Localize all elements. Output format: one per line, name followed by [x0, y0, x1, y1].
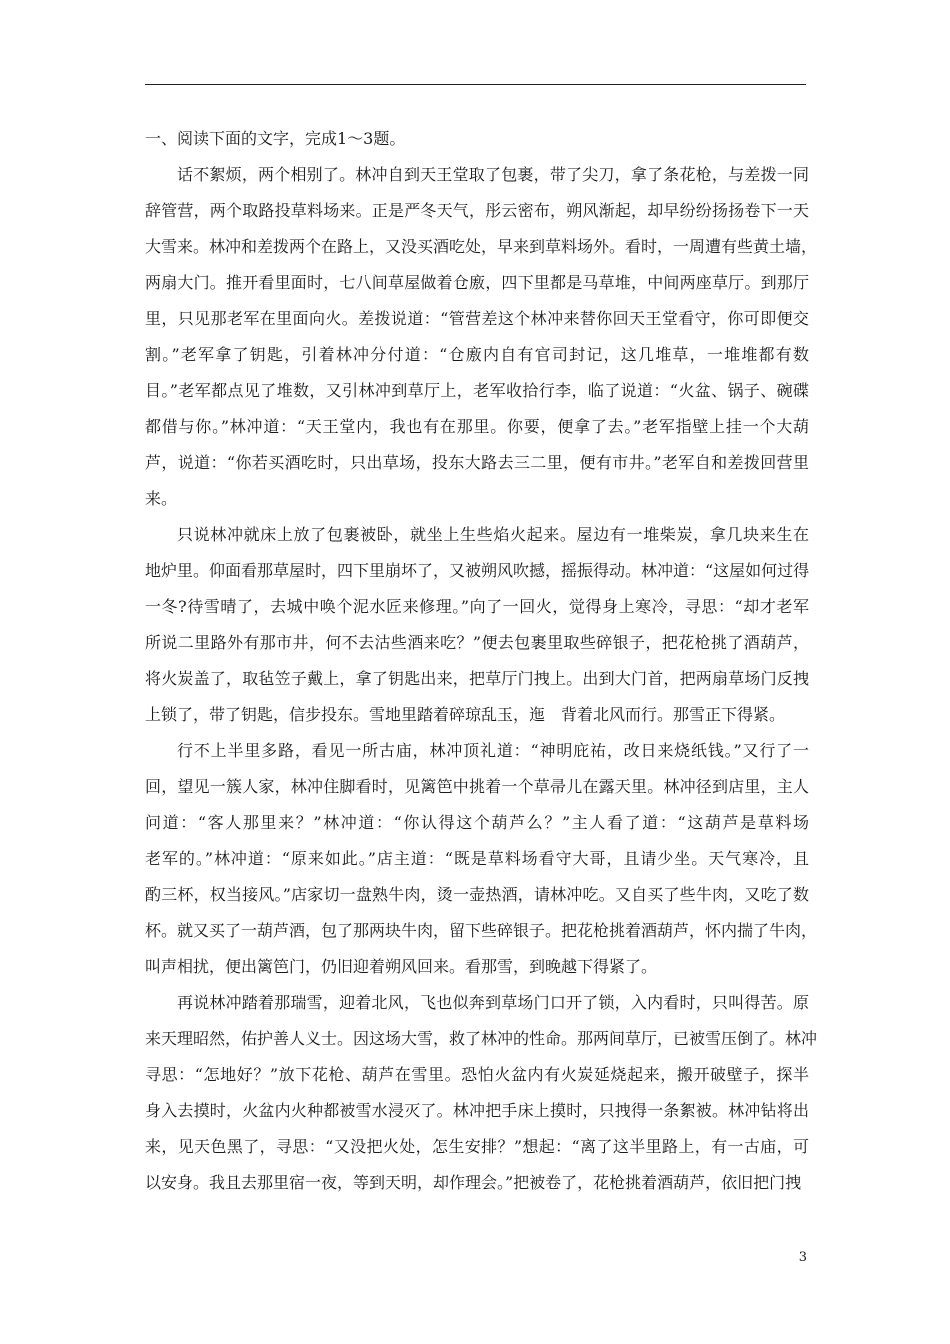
- passage-line: 大雪来。林冲和差拨两个在路上，又没买酒吃处，早来到草料场外。看时，一周遭有些黄土墙，: [145, 237, 818, 256]
- passage-line: 来，见天色黑了，寻思：“又没把火处，怎生安排？”想起：“离了这半里路上，有一古庙，可: [145, 1137, 809, 1156]
- passage-line: 寻思：“怎地好？”放下花枪、葫芦在雪里。恐怕火盆内有火炭延烧起来，搬开破壁子，探半: [145, 1065, 809, 1084]
- passage-line: 问道：“客人那里来？”林冲道：“你认得这个葫芦么？”主人看了道：“这葫芦是草料场: [145, 813, 809, 832]
- passage-line: 芦，说道：“你若买酒吃时，只出草场，投东大路去三二里，便有市井。”老军自和差拨回营里: [145, 453, 809, 472]
- passage-paragraph: [145, 517, 809, 733]
- page-number: 3: [798, 1250, 807, 1265]
- passage-line: 目。”老军都点见了堆数，又引林冲到草厅上，老军收拾行李，临了说道：“火盆、锅子、碗碟: [145, 381, 809, 400]
- passage-line: 里，只见那老军在里面向火。差拨说道：“管营差这个林冲来替你回天王堂看守，你可即便交: [145, 309, 809, 328]
- passage-line: 来天理昭然，佑护善人义士。因这场大雪，救了林冲的性命。那两间草厅，已被雪压倒了。林冲: [145, 1029, 818, 1048]
- passage-line: 身入去摸时，火盆内火种都被雪水浸灭了。林冲把手床上摸时，只拽得一条絮被。林冲钻将出: [145, 1101, 809, 1120]
- passage-line: 杯。就又买了一葫芦酒，包了那两块牛肉，留下些碎银子。把花枪挑着酒葫芦，怀内揣了牛肉，: [145, 921, 818, 940]
- passage-line: 来。: [145, 489, 178, 508]
- passage-line: 以安身。我且去那里宿一夜，等到天明，却作理会。”把被卷了，花枪挑着酒葫芦，依旧把门拽: [145, 1173, 802, 1192]
- passage-line: 辞管营，两个取路投草料场来。正是严冬天气，彤云密布，朔风渐起，却早纷纷扬扬卷下一天: [145, 201, 809, 220]
- passage-line: 酌三杯，权当接风。”店家切一盘熟牛肉，烫一壶热酒，请林冲吃。又自买了些牛肉，又吃了数: [145, 885, 809, 904]
- passage-line: 再说林冲踏着那瑞雪，迎着北风，飞也似奔到草场门口开了锁，入内看时，只叫得苦。原: [177, 993, 809, 1012]
- passage-line: 地炉里。仰面看那草屋时，四下里崩坏了，又被朔风吹撼，摇振得动。林冲道：“这屋如何过得: [145, 561, 810, 580]
- passage-line: 话不絮烦，两个相别了。林冲自到天王堂取了包裹，带了尖刀，拿了条花枪，与差拨一同: [177, 165, 809, 184]
- passage: [145, 157, 818, 1201]
- passage-paragraph: [145, 985, 818, 1201]
- document-body: [145, 121, 818, 1201]
- header-rule: [145, 84, 806, 85]
- question-heading: 一、阅读下面的文字，完成1～3题。: [145, 129, 406, 148]
- passage-line: 都借与你。”林冲道：“天王堂内，我也有在那里。你要，便拿了去。”老军指壁上挂一个大葫: [145, 417, 809, 436]
- passage-line: 所说二里路外有那市井，何不去沽些酒来吃？”便去包裹里取些碎银子，把花枪挑了酒葫芦，: [145, 633, 809, 652]
- passage-line: 两扇大门。推开看里面时，七八间草屋做着仓廒，四下里都是马草堆，中间两座草厅。到那厅: [145, 273, 809, 292]
- passage-line: 一冬?待雪晴了，去城中唤个泥水匠来修理。”向了一回火，觉得身上寒冷，寻思：“却才老军: [145, 597, 809, 616]
- passage-line: 叫声相扰，便出篱笆门，仍旧迎着朔风回来。看那雪，到晚越下得紧了。: [145, 957, 658, 976]
- passage-line: 老军的。”林冲道：“原来如此。”店主道：“既是草料场看守大哥，且请少坐。天气寒冷，且: [145, 849, 809, 868]
- passage-paragraph: [145, 157, 818, 517]
- passage-line: 上锁了，带了钥匙，信步投东。雪地里踏着碎琼乱玉，迤 背着北风而行。那雪正下得紧。: [145, 705, 786, 724]
- passage-line: 割。”老军拿了钥匙，引着林冲分付道：“仓廒内自有官司封记，这几堆草，一堆堆都有数: [145, 345, 809, 364]
- passage-line: 只说林冲就床上放了包裹被卧，就坐上生些焰火起来。屋边有一堆柴炭，拿几块来生在: [177, 525, 809, 544]
- passage-paragraph: [145, 733, 818, 985]
- passage-line: 将火炭盖了，取毡笠子戴上，拿了钥匙出来，把草厅门拽上。出到大门首，把两扇草场门反拽: [145, 669, 809, 688]
- passage-line: 回，望见一簇人家，林冲住脚看时，见篱笆中挑着一个草帚儿在露天里。林冲径到店里，主人: [145, 777, 809, 796]
- passage-line: 行不上半里多路，看见一所古庙，林冲顶礼道：“神明庇祐，改日来烧纸钱。”又行了一: [177, 741, 809, 760]
